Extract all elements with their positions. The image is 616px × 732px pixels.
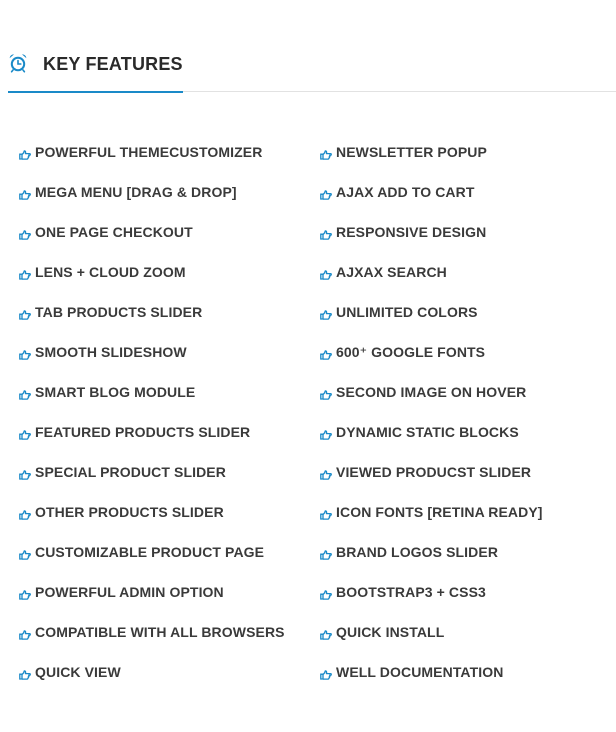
feature-item <box>320 542 609 562</box>
feature-label: TAB PRODUCTS SLIDER <box>35 304 203 320</box>
feature-row <box>19 422 609 462</box>
feature-item <box>19 302 320 322</box>
hand-pointing-right-icon <box>320 347 332 357</box>
feature-item <box>19 662 320 682</box>
feature-item <box>19 222 320 242</box>
hand-pointing-right-icon <box>320 667 332 677</box>
feature-item <box>19 382 320 402</box>
feature-label: OTHER PRODUCTS SLIDER <box>35 504 224 520</box>
feature-item <box>19 262 320 282</box>
feature-item <box>320 382 609 402</box>
feature-item <box>320 662 609 682</box>
hand-pointing-right-icon <box>19 347 31 357</box>
hand-pointing-right-icon <box>320 387 332 397</box>
feature-label: RESPONSIVE DESIGN <box>336 224 487 240</box>
feature-row <box>19 262 609 302</box>
feature-item <box>320 462 609 482</box>
hand-pointing-right-icon <box>19 587 31 597</box>
hand-pointing-right-icon <box>19 627 31 637</box>
feature-label: BOOTSTRAP3 + CSS3 <box>336 584 486 600</box>
feature-item <box>320 502 609 522</box>
hand-pointing-right-icon <box>320 427 332 437</box>
hand-pointing-right-icon <box>19 507 31 517</box>
hand-pointing-right-icon <box>19 387 31 397</box>
feature-label: POWERFUL THEMECUSTOMIZER <box>35 144 263 160</box>
section-title: KEY FEATURES <box>43 54 183 74</box>
hand-pointing-right-icon <box>320 627 332 637</box>
feature-label: POWERFUL ADMIN OPTION <box>35 584 224 600</box>
hand-pointing-right-icon <box>320 147 332 157</box>
feature-row <box>19 382 609 422</box>
feature-label: 600⁺ GOOGLE FONTS <box>336 343 486 360</box>
feature-item <box>320 342 609 362</box>
feature-label: FEATURED PRODUCTS SLIDER <box>35 424 251 440</box>
hand-pointing-right-icon <box>320 507 332 517</box>
hand-pointing-right-icon <box>320 587 332 597</box>
feature-item <box>320 622 609 642</box>
feature-label: SPECIAL PRODUCT SLIDER <box>35 464 226 480</box>
hand-pointing-right-icon <box>320 547 332 557</box>
hand-pointing-right-icon <box>19 467 31 477</box>
feature-label: SMART BLOG MODULE <box>35 384 196 400</box>
feature-item <box>19 462 320 482</box>
feature-item <box>19 342 320 362</box>
feature-label: CUSTOMIZABLE PRODUCT PAGE <box>35 544 265 560</box>
feature-row <box>19 182 609 222</box>
feature-item <box>320 182 609 202</box>
feature-item <box>320 142 609 162</box>
feature-label: DYNAMIC STATIC BLOCKS <box>336 424 519 440</box>
feature-label: BRAND LOGOS SLIDER <box>336 544 499 560</box>
hand-pointing-right-icon <box>320 267 332 277</box>
hand-pointing-right-icon <box>320 307 332 317</box>
feature-label: UNLIMITED COLORS <box>336 304 478 320</box>
alarm-clock-icon <box>8 53 28 73</box>
feature-item <box>19 182 320 202</box>
hand-pointing-right-icon <box>19 307 31 317</box>
hand-pointing-right-icon <box>19 187 31 197</box>
feature-label: LENS + CLOUD ZOOM <box>35 264 186 280</box>
feature-label: VIEWED PRODUCST SLIDER <box>336 464 532 480</box>
feature-label: QUICK VIEW <box>35 664 121 680</box>
feature-item <box>19 422 320 442</box>
feature-row <box>19 662 609 702</box>
section-header-tab <box>8 48 183 93</box>
feature-item <box>19 582 320 602</box>
feature-item <box>19 542 320 562</box>
feature-label: SECOND IMAGE ON HOVER <box>336 384 527 400</box>
feature-item <box>320 302 609 322</box>
feature-label: COMPATIBLE WITH ALL BROWSERS <box>35 624 285 640</box>
hand-pointing-right-icon <box>320 467 332 477</box>
hand-pointing-right-icon <box>19 227 31 237</box>
feature-label: ICON FONTS [RETINA READY] <box>336 504 543 520</box>
hand-pointing-right-icon <box>320 227 332 237</box>
feature-label: MEGA MENU [DRAG & DROP] <box>35 184 237 200</box>
feature-label: WELL DOCUMENTATION <box>336 664 504 680</box>
feature-row <box>19 622 609 662</box>
hand-pointing-right-icon <box>19 667 31 677</box>
section-header <box>8 48 616 92</box>
hand-pointing-right-icon <box>320 187 332 197</box>
feature-label: QUICK INSTALL <box>336 624 445 640</box>
feature-label: NEWSLETTER POPUP <box>336 144 487 160</box>
feature-item <box>19 502 320 522</box>
feature-row <box>19 142 609 182</box>
feature-row <box>19 542 609 582</box>
feature-row <box>19 582 609 622</box>
feature-item <box>19 622 320 642</box>
hand-pointing-right-icon <box>19 267 31 277</box>
hand-pointing-right-icon <box>19 147 31 157</box>
feature-row <box>19 222 609 262</box>
feature-item <box>320 262 609 282</box>
feature-row <box>19 462 609 502</box>
hand-pointing-right-icon <box>19 427 31 437</box>
hand-pointing-right-icon <box>19 547 31 557</box>
feature-label: AJAX ADD TO CART <box>336 184 475 200</box>
feature-item <box>320 422 609 442</box>
feature-label: AJXAX SEARCH <box>336 264 447 280</box>
feature-label: SMOOTH SLIDESHOW <box>35 344 187 360</box>
feature-item <box>320 582 609 602</box>
features-list <box>19 142 609 702</box>
feature-row <box>19 342 609 382</box>
feature-item <box>19 142 320 162</box>
feature-row <box>19 302 609 342</box>
feature-label: ONE PAGE CHECKOUT <box>35 224 193 240</box>
feature-row <box>19 502 609 542</box>
feature-item <box>320 222 609 242</box>
